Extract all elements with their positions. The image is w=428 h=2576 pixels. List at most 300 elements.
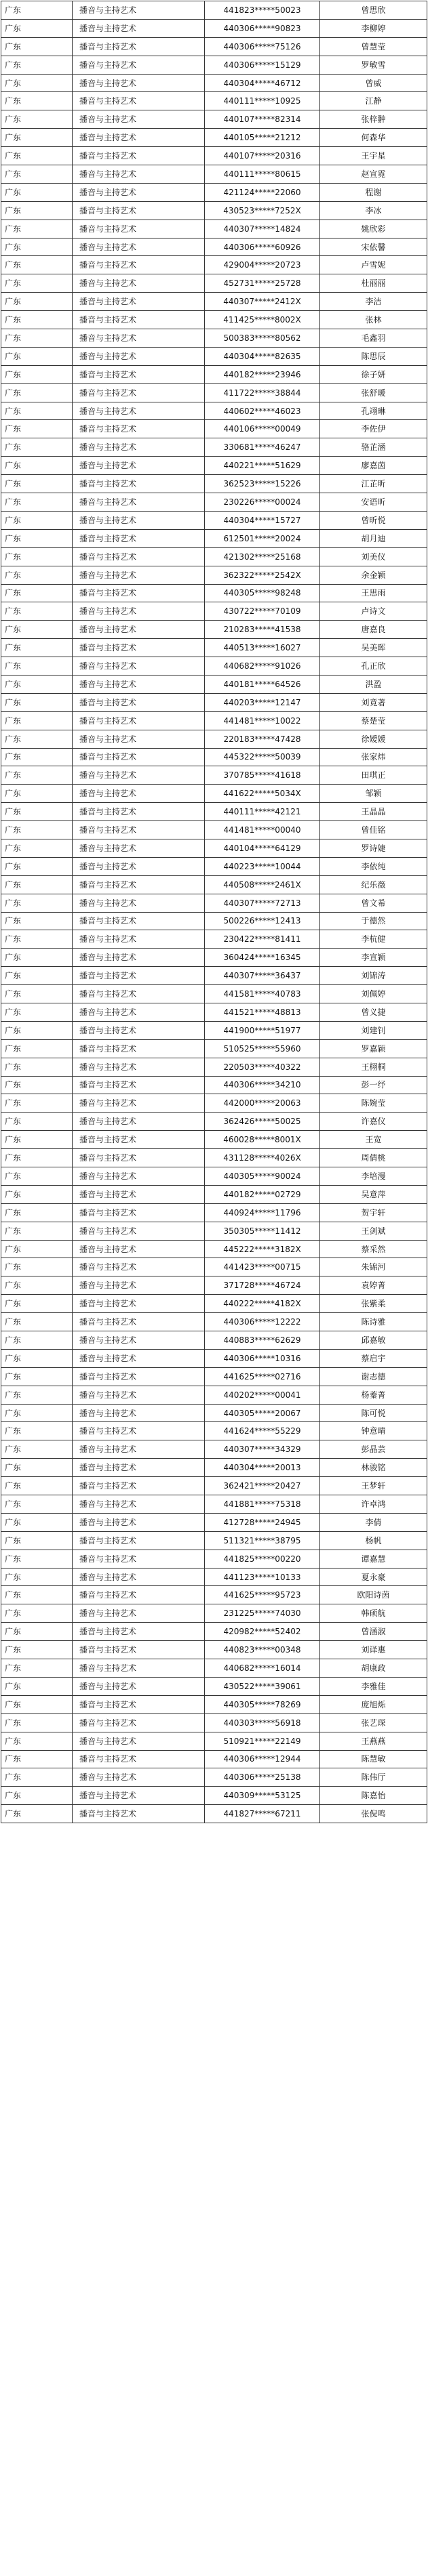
province-cell: 广东 bbox=[1, 1167, 73, 1186]
id-number-cell: 440306*****10316 bbox=[205, 1349, 320, 1367]
table-row bbox=[1, 365, 427, 383]
province-cell: 广东 bbox=[1, 1495, 73, 1514]
name-cell: 贺宇轩 bbox=[320, 1203, 427, 1222]
id-number-cell: 440111*****10925 bbox=[205, 92, 320, 110]
name-cell: 胡康政 bbox=[320, 1659, 427, 1678]
table-row bbox=[1, 875, 427, 894]
name-cell: 王梦轩 bbox=[320, 1477, 427, 1495]
id-number-cell: 612501*****20024 bbox=[205, 529, 320, 547]
id-number-cell: 220503*****40322 bbox=[205, 1058, 320, 1076]
name-cell: 王宇星 bbox=[320, 147, 427, 165]
table-row bbox=[1, 1021, 427, 1039]
name-cell: 陈可悦 bbox=[320, 1404, 427, 1422]
name-cell: 谭嘉慧 bbox=[320, 1550, 427, 1568]
province-cell: 广东 bbox=[1, 1222, 73, 1240]
id-number-cell: 440304*****20013 bbox=[205, 1459, 320, 1477]
province-cell: 广东 bbox=[1, 1623, 73, 1641]
table-row bbox=[1, 1149, 427, 1167]
province-cell: 广东 bbox=[1, 621, 73, 639]
table-row bbox=[1, 420, 427, 438]
province-cell: 广东 bbox=[1, 566, 73, 584]
id-number-cell: 440111*****42121 bbox=[205, 803, 320, 821]
name-cell: 李柳婷 bbox=[320, 19, 427, 37]
province-cell: 广东 bbox=[1, 220, 73, 238]
name-cell: 胡月迪 bbox=[320, 529, 427, 547]
province-cell: 广东 bbox=[1, 347, 73, 365]
major-cell: 播音与主持艺术 bbox=[73, 985, 205, 1003]
major-cell: 播音与主持艺术 bbox=[73, 1240, 205, 1258]
id-number-cell: 440304*****46712 bbox=[205, 74, 320, 92]
name-cell: 李洁 bbox=[320, 293, 427, 311]
table-row bbox=[1, 675, 427, 693]
major-cell: 播音与主持艺术 bbox=[73, 675, 205, 693]
id-number-cell: 440306*****15129 bbox=[205, 56, 320, 74]
name-cell: 唐嘉良 bbox=[320, 621, 427, 639]
name-cell: 于德然 bbox=[320, 912, 427, 930]
id-number-cell: 440924*****11796 bbox=[205, 1203, 320, 1222]
province-cell: 广东 bbox=[1, 129, 73, 147]
major-cell: 播音与主持艺术 bbox=[73, 912, 205, 930]
name-cell: 罗诗婕 bbox=[320, 839, 427, 857]
province-cell: 广东 bbox=[1, 329, 73, 348]
major-cell: 播音与主持艺术 bbox=[73, 839, 205, 857]
province-cell: 广东 bbox=[1, 657, 73, 676]
name-cell: 张舒暖 bbox=[320, 383, 427, 402]
table-row bbox=[1, 293, 427, 311]
major-cell: 播音与主持艺术 bbox=[73, 803, 205, 821]
id-number-cell: 440222*****4182X bbox=[205, 1295, 320, 1313]
province-cell: 广东 bbox=[1, 1203, 73, 1222]
province-cell: 广东 bbox=[1, 1149, 73, 1167]
major-cell: 播音与主持艺术 bbox=[73, 37, 205, 56]
major-cell: 播音与主持艺术 bbox=[73, 1768, 205, 1787]
province-cell: 广东 bbox=[1, 1021, 73, 1039]
province-cell: 广东 bbox=[1, 748, 73, 766]
id-number-cell: 440303*****56918 bbox=[205, 1713, 320, 1732]
province-cell: 广东 bbox=[1, 1768, 73, 1787]
name-cell: 廖嘉茵 bbox=[320, 457, 427, 475]
major-cell: 播音与主持艺术 bbox=[73, 311, 205, 329]
name-cell: 彭一纾 bbox=[320, 1076, 427, 1094]
table-row bbox=[1, 1459, 427, 1477]
table-row bbox=[1, 1349, 427, 1367]
major-cell: 播音与主持艺术 bbox=[73, 1185, 205, 1203]
major-cell: 播音与主持艺术 bbox=[73, 1021, 205, 1039]
province-cell: 广东 bbox=[1, 74, 73, 92]
id-number-cell: 362421*****20427 bbox=[205, 1477, 320, 1495]
major-cell: 播音与主持艺术 bbox=[73, 711, 205, 730]
province-cell: 广东 bbox=[1, 1003, 73, 1021]
province-cell: 广东 bbox=[1, 1, 73, 20]
major-cell: 播音与主持艺术 bbox=[73, 1695, 205, 1713]
table-row bbox=[1, 967, 427, 985]
table-row bbox=[1, 1203, 427, 1222]
name-cell: 洪盈 bbox=[320, 675, 427, 693]
table-row bbox=[1, 621, 427, 639]
table-row bbox=[1, 1039, 427, 1058]
id-number-cell: 440111*****80615 bbox=[205, 165, 320, 184]
id-number-cell: 440823*****00348 bbox=[205, 1641, 320, 1659]
major-cell: 播音与主持艺术 bbox=[73, 1550, 205, 1568]
table-body bbox=[1, 1, 427, 1823]
major-cell: 播音与主持艺术 bbox=[73, 1750, 205, 1768]
id-number-cell: 442000*****20063 bbox=[205, 1094, 320, 1113]
table-row bbox=[1, 129, 427, 147]
table-row bbox=[1, 183, 427, 201]
major-cell: 播音与主持艺术 bbox=[73, 1531, 205, 1550]
id-number-cell: 412728*****24945 bbox=[205, 1513, 320, 1531]
id-number-cell: 441624*****55229 bbox=[205, 1422, 320, 1440]
province-cell: 广东 bbox=[1, 1386, 73, 1404]
major-cell: 播音与主持艺术 bbox=[73, 438, 205, 457]
major-cell: 播音与主持艺术 bbox=[73, 857, 205, 875]
id-number-cell: 440106*****00049 bbox=[205, 420, 320, 438]
province-cell: 广东 bbox=[1, 56, 73, 74]
major-cell: 播音与主持艺术 bbox=[73, 1349, 205, 1367]
table-row bbox=[1, 274, 427, 293]
id-number-cell: 440307*****34329 bbox=[205, 1440, 320, 1459]
name-cell: 张艺琛 bbox=[320, 1713, 427, 1732]
table-row bbox=[1, 1258, 427, 1276]
id-number-cell: 441881*****75318 bbox=[205, 1495, 320, 1514]
major-cell: 播音与主持艺术 bbox=[73, 766, 205, 785]
major-cell: 播音与主持艺术 bbox=[73, 1, 205, 20]
major-cell: 播音与主持艺术 bbox=[73, 1422, 205, 1440]
province-cell: 广东 bbox=[1, 803, 73, 821]
province-cell: 广东 bbox=[1, 475, 73, 493]
name-cell: 刘美仪 bbox=[320, 547, 427, 566]
table-row bbox=[1, 74, 427, 92]
major-cell: 播音与主持艺术 bbox=[73, 949, 205, 967]
major-cell: 播音与主持艺术 bbox=[73, 293, 205, 311]
table-row bbox=[1, 930, 427, 949]
table-row bbox=[1, 1550, 427, 1568]
major-cell: 播音与主持艺术 bbox=[73, 547, 205, 566]
id-number-cell: 431128*****4026X bbox=[205, 1149, 320, 1167]
name-cell: 张林 bbox=[320, 311, 427, 329]
table-row bbox=[1, 1185, 427, 1203]
major-cell: 播音与主持艺术 bbox=[73, 110, 205, 129]
province-cell: 广东 bbox=[1, 402, 73, 420]
province-cell: 广东 bbox=[1, 839, 73, 857]
name-cell: 赵宣霓 bbox=[320, 165, 427, 184]
name-cell: 刘佩婷 bbox=[320, 985, 427, 1003]
province-cell: 广东 bbox=[1, 1131, 73, 1149]
name-cell: 王思雨 bbox=[320, 584, 427, 602]
name-cell: 孔翊琳 bbox=[320, 402, 427, 420]
id-number-cell: 440306*****75126 bbox=[205, 37, 320, 56]
table-row bbox=[1, 56, 427, 74]
province-cell: 广东 bbox=[1, 420, 73, 438]
table-row bbox=[1, 639, 427, 657]
id-number-cell: 440513*****16027 bbox=[205, 639, 320, 657]
name-cell: 李佐伊 bbox=[320, 420, 427, 438]
table-row bbox=[1, 1367, 427, 1386]
id-number-cell: 231225*****74030 bbox=[205, 1604, 320, 1623]
major-cell: 播音与主持艺术 bbox=[73, 1677, 205, 1695]
province-cell: 广东 bbox=[1, 1113, 73, 1131]
id-number-cell: 441823*****50023 bbox=[205, 1, 320, 20]
province-cell: 广东 bbox=[1, 1732, 73, 1750]
name-cell: 张梓翀 bbox=[320, 110, 427, 129]
province-cell: 广东 bbox=[1, 383, 73, 402]
id-number-cell: 445322*****50039 bbox=[205, 748, 320, 766]
id-number-cell: 430523*****7252X bbox=[205, 201, 320, 220]
table-row bbox=[1, 1003, 427, 1021]
id-number-cell: 441625*****02716 bbox=[205, 1367, 320, 1386]
table-row bbox=[1, 821, 427, 839]
name-cell: 宋依馨 bbox=[320, 238, 427, 256]
province-cell: 广东 bbox=[1, 201, 73, 220]
id-number-cell: 440602*****46023 bbox=[205, 402, 320, 420]
province-cell: 广东 bbox=[1, 37, 73, 56]
name-cell: 庞旭烁 bbox=[320, 1695, 427, 1713]
id-number-cell: 500383*****80562 bbox=[205, 329, 320, 348]
province-cell: 广东 bbox=[1, 875, 73, 894]
province-cell: 广东 bbox=[1, 1695, 73, 1713]
id-number-cell: 440221*****51629 bbox=[205, 457, 320, 475]
name-cell: 周倩桃 bbox=[320, 1149, 427, 1167]
table-row bbox=[1, 730, 427, 748]
name-cell: 陈伟厅 bbox=[320, 1768, 427, 1787]
name-cell: 陈嘉怡 bbox=[320, 1787, 427, 1805]
province-cell: 广东 bbox=[1, 1313, 73, 1331]
id-number-cell: 440104*****64129 bbox=[205, 839, 320, 857]
table-row bbox=[1, 220, 427, 238]
id-number-cell: 440304*****15727 bbox=[205, 511, 320, 529]
major-cell: 播音与主持艺术 bbox=[73, 730, 205, 748]
table-row bbox=[1, 1, 427, 20]
table-row bbox=[1, 1094, 427, 1113]
major-cell: 播音与主持艺术 bbox=[73, 1039, 205, 1058]
province-cell: 广东 bbox=[1, 985, 73, 1003]
province-cell: 广东 bbox=[1, 1787, 73, 1805]
id-number-cell: 220183*****47428 bbox=[205, 730, 320, 748]
table-row bbox=[1, 329, 427, 348]
major-cell: 播音与主持艺术 bbox=[73, 256, 205, 274]
province-cell: 广东 bbox=[1, 1404, 73, 1422]
province-cell: 广东 bbox=[1, 1367, 73, 1386]
name-cell: 朱锦河 bbox=[320, 1258, 427, 1276]
table-row bbox=[1, 92, 427, 110]
table-row bbox=[1, 1386, 427, 1404]
table-row bbox=[1, 1331, 427, 1350]
major-cell: 播音与主持艺术 bbox=[73, 967, 205, 985]
id-number-cell: 440181*****64526 bbox=[205, 675, 320, 693]
province-cell: 广东 bbox=[1, 365, 73, 383]
name-cell: 蔡启宇 bbox=[320, 1349, 427, 1367]
name-cell: 刘建钊 bbox=[320, 1021, 427, 1039]
name-cell: 李杭健 bbox=[320, 930, 427, 949]
id-number-cell: 440682*****16014 bbox=[205, 1659, 320, 1678]
province-cell: 广东 bbox=[1, 1058, 73, 1076]
major-cell: 播音与主持艺术 bbox=[73, 748, 205, 766]
major-cell: 播音与主持艺术 bbox=[73, 183, 205, 201]
name-cell: 罗敏雪 bbox=[320, 56, 427, 74]
id-number-cell: 460028*****8001X bbox=[205, 1131, 320, 1149]
id-number-cell: 441481*****10022 bbox=[205, 711, 320, 730]
id-number-cell: 510921*****22149 bbox=[205, 1732, 320, 1750]
name-cell: 韩硕航 bbox=[320, 1604, 427, 1623]
table-row bbox=[1, 147, 427, 165]
table-row bbox=[1, 1477, 427, 1495]
id-number-cell: 441123*****10133 bbox=[205, 1568, 320, 1586]
name-cell: 徐嫒媛 bbox=[320, 730, 427, 748]
name-cell: 骆芷涵 bbox=[320, 438, 427, 457]
name-cell: 刘竟著 bbox=[320, 693, 427, 711]
id-number-cell: 210283*****41538 bbox=[205, 621, 320, 639]
province-cell: 广东 bbox=[1, 165, 73, 184]
major-cell: 播音与主持艺术 bbox=[73, 602, 205, 621]
name-cell: 曾文希 bbox=[320, 894, 427, 912]
table-row bbox=[1, 1713, 427, 1732]
province-cell: 广东 bbox=[1, 1477, 73, 1495]
major-cell: 播音与主持艺术 bbox=[73, 930, 205, 949]
major-cell: 播音与主持艺术 bbox=[73, 383, 205, 402]
table-row bbox=[1, 985, 427, 1003]
province-cell: 广东 bbox=[1, 730, 73, 748]
name-cell: 王栩桐 bbox=[320, 1058, 427, 1076]
major-cell: 播音与主持艺术 bbox=[73, 402, 205, 420]
table-row bbox=[1, 711, 427, 730]
name-cell: 安语昕 bbox=[320, 493, 427, 512]
table-row bbox=[1, 238, 427, 256]
province-cell: 广东 bbox=[1, 1440, 73, 1459]
major-cell: 播音与主持艺术 bbox=[73, 475, 205, 493]
name-cell: 刘锦涛 bbox=[320, 967, 427, 985]
province-cell: 广东 bbox=[1, 92, 73, 110]
table-row bbox=[1, 1404, 427, 1422]
name-cell: 李冰 bbox=[320, 201, 427, 220]
table-row bbox=[1, 311, 427, 329]
name-cell: 纪乐薇 bbox=[320, 875, 427, 894]
major-cell: 播音与主持艺术 bbox=[73, 875, 205, 894]
table-row bbox=[1, 1805, 427, 1823]
table-row bbox=[1, 493, 427, 512]
province-cell: 广东 bbox=[1, 1641, 73, 1659]
id-number-cell: 440182*****23946 bbox=[205, 365, 320, 383]
table-row bbox=[1, 1568, 427, 1586]
major-cell: 播音与主持艺术 bbox=[73, 1805, 205, 1823]
name-cell: 罗嘉颖 bbox=[320, 1039, 427, 1058]
province-cell: 广东 bbox=[1, 1659, 73, 1678]
province-cell: 广东 bbox=[1, 1513, 73, 1531]
table-row bbox=[1, 949, 427, 967]
name-cell: 吴美晖 bbox=[320, 639, 427, 657]
id-number-cell: 430722*****70109 bbox=[205, 602, 320, 621]
id-number-cell: 440105*****21212 bbox=[205, 129, 320, 147]
province-cell: 广东 bbox=[1, 675, 73, 693]
major-cell: 播音与主持艺术 bbox=[73, 566, 205, 584]
id-number-cell: 420982*****52402 bbox=[205, 1623, 320, 1641]
name-cell: 张紫柔 bbox=[320, 1295, 427, 1313]
province-cell: 广东 bbox=[1, 1805, 73, 1823]
name-cell: 彭晶芸 bbox=[320, 1440, 427, 1459]
name-cell: 杜丽丽 bbox=[320, 274, 427, 293]
name-cell: 谢志德 bbox=[320, 1367, 427, 1386]
major-cell: 播音与主持艺术 bbox=[73, 457, 205, 475]
province-cell: 广东 bbox=[1, 949, 73, 967]
major-cell: 播音与主持艺术 bbox=[73, 147, 205, 165]
name-cell: 张家炜 bbox=[320, 748, 427, 766]
table-row bbox=[1, 1058, 427, 1076]
id-number-cell: 421302*****25168 bbox=[205, 547, 320, 566]
name-cell: 蔡采然 bbox=[320, 1240, 427, 1258]
major-cell: 播音与主持艺术 bbox=[73, 1477, 205, 1495]
province-cell: 广东 bbox=[1, 785, 73, 803]
major-cell: 播音与主持艺术 bbox=[73, 1058, 205, 1076]
table-row bbox=[1, 1422, 427, 1440]
major-cell: 播音与主持艺术 bbox=[73, 1203, 205, 1222]
table-row bbox=[1, 201, 427, 220]
table-row bbox=[1, 1732, 427, 1750]
province-cell: 广东 bbox=[1, 930, 73, 949]
id-number-cell: 440307*****72713 bbox=[205, 894, 320, 912]
name-cell: 林骏铭 bbox=[320, 1459, 427, 1477]
name-cell: 陈婉莹 bbox=[320, 1094, 427, 1113]
province-cell: 广东 bbox=[1, 1076, 73, 1094]
major-cell: 播音与主持艺术 bbox=[73, 1440, 205, 1459]
major-cell: 播音与主持艺术 bbox=[73, 1586, 205, 1604]
province-cell: 广东 bbox=[1, 1586, 73, 1604]
name-cell: 曾威 bbox=[320, 74, 427, 92]
major-cell: 播音与主持艺术 bbox=[73, 365, 205, 383]
name-cell: 余金颖 bbox=[320, 566, 427, 584]
id-number-cell: 440182*****02729 bbox=[205, 1185, 320, 1203]
id-number-cell: 440306*****60926 bbox=[205, 238, 320, 256]
major-cell: 播音与主持艺术 bbox=[73, 347, 205, 365]
table-row bbox=[1, 511, 427, 529]
name-cell: 江静 bbox=[320, 92, 427, 110]
id-number-cell: 421124*****22060 bbox=[205, 183, 320, 201]
province-cell: 广东 bbox=[1, 529, 73, 547]
id-number-cell: 441900*****51977 bbox=[205, 1021, 320, 1039]
table-row bbox=[1, 602, 427, 621]
province-cell: 广东 bbox=[1, 821, 73, 839]
table-row bbox=[1, 1513, 427, 1531]
major-cell: 播音与主持艺术 bbox=[73, 511, 205, 529]
province-cell: 广东 bbox=[1, 1568, 73, 1586]
name-cell: 曾义捷 bbox=[320, 1003, 427, 1021]
province-cell: 广东 bbox=[1, 1550, 73, 1568]
province-cell: 广东 bbox=[1, 1422, 73, 1440]
name-cell: 王燕燕 bbox=[320, 1732, 427, 1750]
table-row bbox=[1, 1295, 427, 1313]
major-cell: 播音与主持艺术 bbox=[73, 621, 205, 639]
major-cell: 播音与主持艺术 bbox=[73, 92, 205, 110]
major-cell: 播音与主持艺术 bbox=[73, 1386, 205, 1404]
major-cell: 播音与主持艺术 bbox=[73, 74, 205, 92]
name-cell: 李宣颖 bbox=[320, 949, 427, 967]
major-cell: 播音与主持艺术 bbox=[73, 1713, 205, 1732]
table-row bbox=[1, 1076, 427, 1094]
id-number-cell: 350305*****11412 bbox=[205, 1222, 320, 1240]
name-cell: 江芷昕 bbox=[320, 475, 427, 493]
name-cell: 杨蓁菁 bbox=[320, 1386, 427, 1404]
id-number-cell: 441825*****00220 bbox=[205, 1550, 320, 1568]
major-cell: 播音与主持艺术 bbox=[73, 639, 205, 657]
table-row bbox=[1, 1623, 427, 1641]
id-number-cell: 440223*****10044 bbox=[205, 857, 320, 875]
id-number-cell: 370785*****41618 bbox=[205, 766, 320, 785]
table-row bbox=[1, 457, 427, 475]
table-row bbox=[1, 37, 427, 56]
id-number-cell: 440305*****78269 bbox=[205, 1695, 320, 1713]
province-cell: 广东 bbox=[1, 1276, 73, 1295]
province-cell: 广东 bbox=[1, 894, 73, 912]
table-row bbox=[1, 912, 427, 930]
id-number-cell: 440107*****20316 bbox=[205, 147, 320, 165]
